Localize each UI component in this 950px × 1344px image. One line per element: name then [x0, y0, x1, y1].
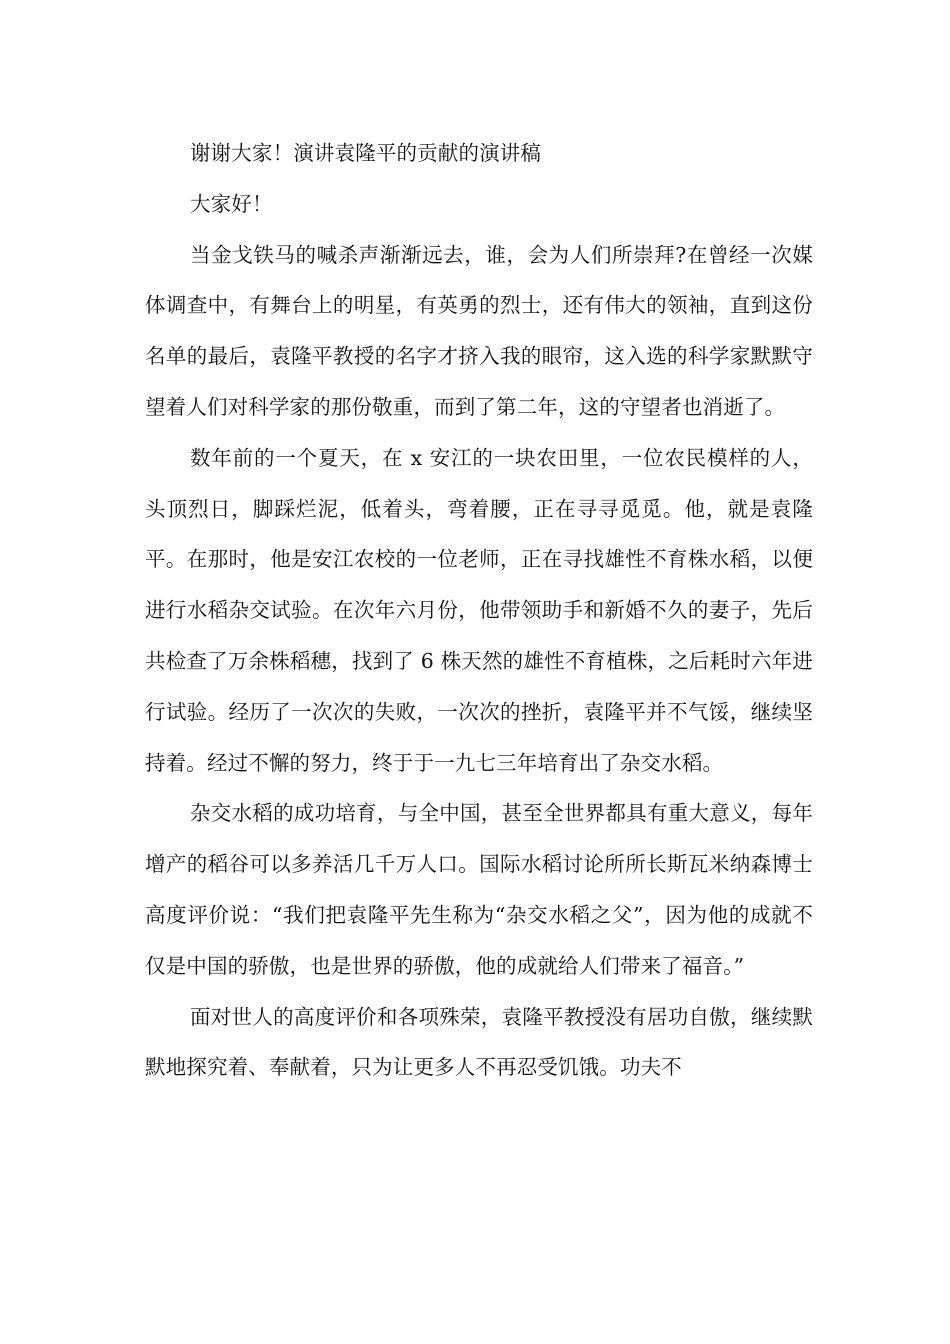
body-paragraph: 当金戈铁马的喊杀声渐渐远去，谁，会为人们所崇拜?在曾经一次媒体调查中，有舞台上的明星，有英勇的烈士，还有伟大的领袖，直到这份名单的最后，袁隆平教授的名字才挤入我的眼帘，这入选的科学家默默守望着人们对科学家的那份敬重，而到了第二年，这的守望者也消逝了。: [145, 242, 813, 419]
body-paragraph: 数年前的一个夏天，在 x 安江的一块农田里，一位农民模样的人，头顶烈日，脚踩烂泥，低着头，弯着腰，正在寻寻觅觅。他，就是袁隆平。在那时，他是安江农校的一位老师，正在寻找雄性不育株水稻，以便进行水稻杂交试验。在次年六月份，他带领助手和新婚不久的妻子，先后共检查了万余株稻穗，找到了 6 株天然的雄性不育植株，之后耗时六年进行试验。经历了一次次的失败，一次次的挫折，袁隆平并不气馁，继续坚持着。经过不懈的努力，终于于一九七三年培育出了杂交水稻。: [145, 445, 813, 775]
greeting: 大家好！: [190, 191, 273, 216]
body-paragraph: 面对世人的高度评价和各项殊荣，袁隆平教授没有居功自傲，继续默默地探究着、奉献着，只为让更多人不再忍受饥饿。功夫不: [145, 1004, 813, 1080]
closing-and-title-line: 谢谢大家！演讲袁隆平的贡献的演讲稿: [190, 141, 542, 165]
document-body: [145, 128, 813, 1093]
body-paragraph: 杂交水稻的成功培育，与全中国，甚至全世界都具有重大意义，每年增产的稻谷可以多养活几千万人口。国际水稻讨论所所长斯瓦米纳森博士高度评价说：“我们把袁隆平先生称为“杂交水稻之父”，因为他的成就不仅是中国的骄傲，也是世界的骄傲，他的成就给人们带来了福音。”: [145, 801, 813, 978]
